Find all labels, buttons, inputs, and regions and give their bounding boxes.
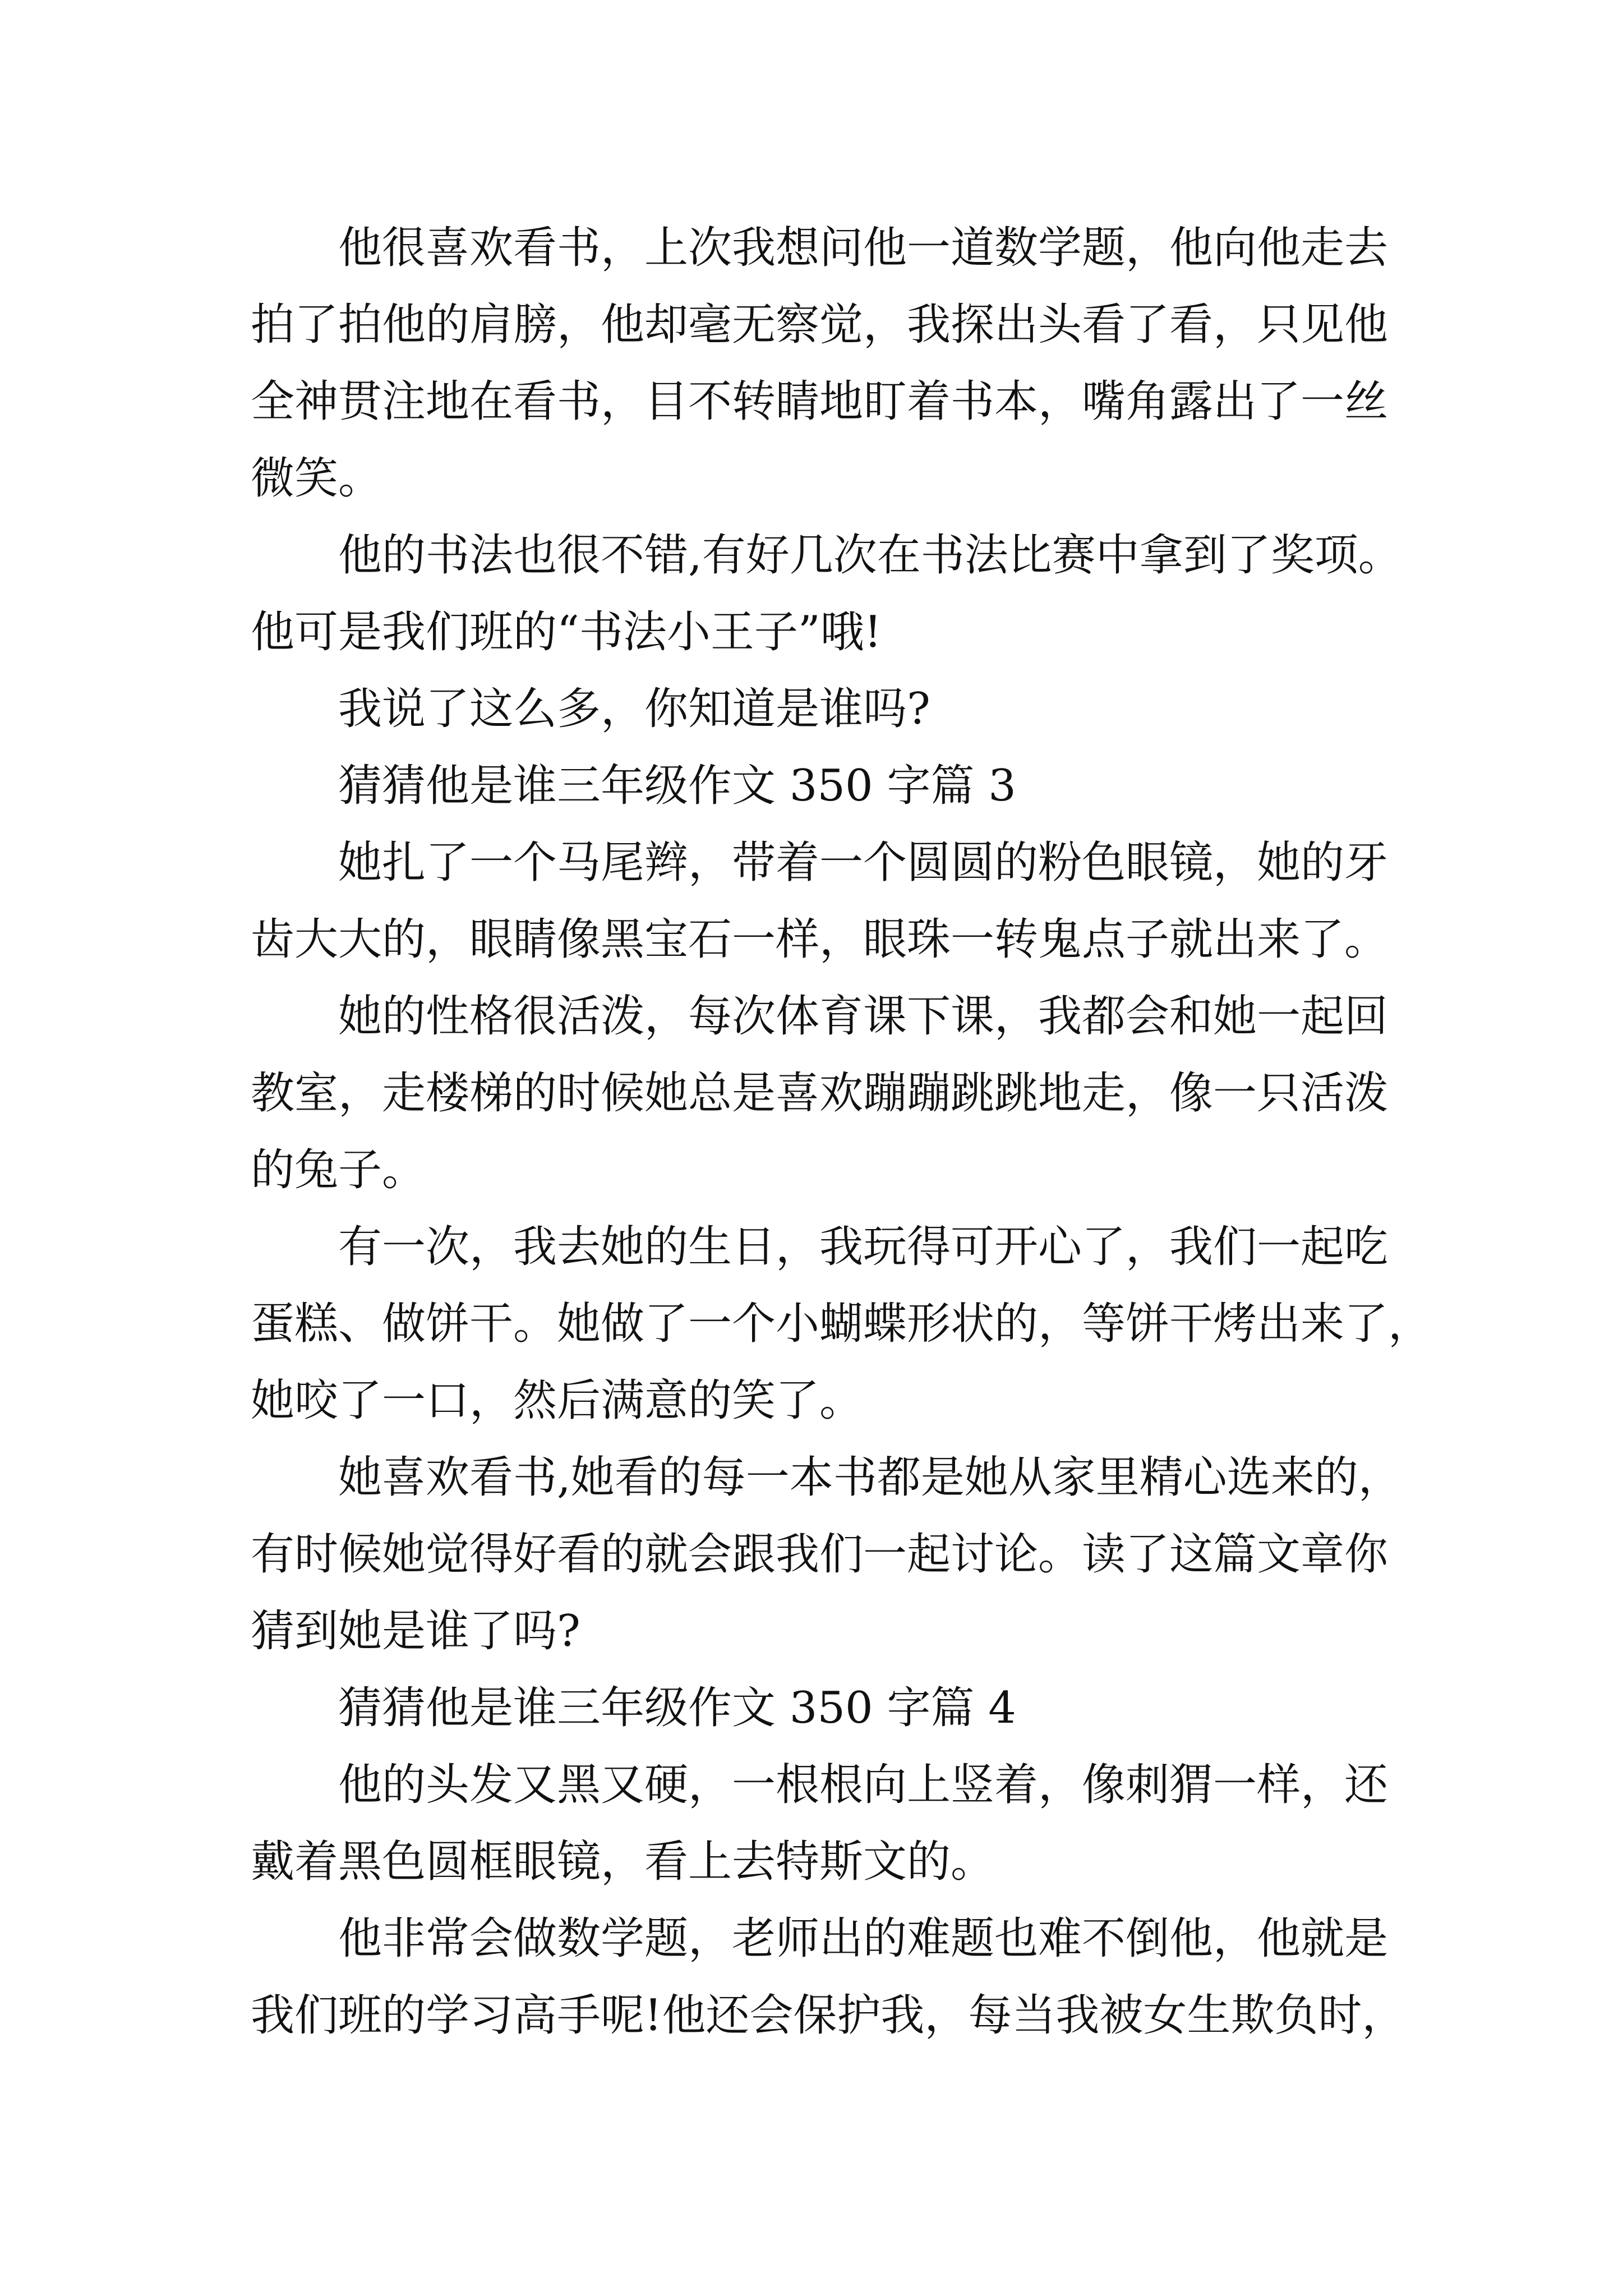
paragraph-line: 他可是我们班的“书法小王子”哦!	[251, 607, 882, 657]
paragraph-line: 她的性格很活泼，每次体育课下课，我都会和她一起回	[338, 991, 1389, 1042]
section-heading: 猜猜他是谁三年级作文 350 字篇 4	[338, 1683, 1016, 1733]
paragraph-line: 有一次，我去她的生日，我玩得可开心了，我们一起吃	[338, 1222, 1389, 1272]
paragraph-line: 我说了这么多，你知道是谁吗?	[338, 684, 930, 734]
paragraph	[251, 517, 1402, 671]
paragraph-line: 全神贯注地在看书，目不转睛地盯着书本，嘴角露出了一丝	[251, 376, 1389, 427]
paragraph	[251, 1747, 1388, 1901]
section-heading: 猜猜他是谁三年级作文 350 字篇 3	[338, 761, 1016, 811]
paragraph-line: 拍了拍他的肩膀，他却毫无察觉，我探出头看了看，只见他	[251, 300, 1389, 350]
paragraph-line: 他非常会做数学题，老师出的难题也难不倒他，他就是	[338, 1913, 1389, 1964]
paragraph	[251, 825, 1388, 978]
paragraph	[251, 1901, 1406, 2054]
paragraph	[251, 210, 1388, 517]
paragraph-line: 他很喜欢看书，上次我想问他一道数学题，他向他走去	[338, 223, 1389, 273]
paragraph-line: 教室，走楼梯的时候她总是喜欢蹦蹦跳跳地走，像一只活泼	[251, 1068, 1389, 1119]
paragraph	[251, 1209, 1432, 1439]
paragraph-line: 猜到她是谁了吗?	[251, 1606, 580, 1657]
paragraph-line: 的兔子。	[251, 1145, 426, 1195]
paragraph	[251, 978, 1388, 1209]
paragraph-line: 蛋糕、做饼干。她做了一个小蝴蝶形状的，等饼干烤出来了，	[251, 1299, 1432, 1349]
paragraph-line: 他的头发又黑又硬，一根根向上竖着，像刺猬一样，还	[338, 1760, 1389, 1810]
paragraph	[251, 1439, 1402, 1670]
paragraph-line: 她咬了一口，然后满意的笑了。	[251, 1375, 864, 1426]
paragraph	[251, 671, 1388, 748]
paragraph-line: 我们班的学习高手呢!他还会保护我，每当我被女生欺负时，	[251, 1990, 1406, 2041]
paragraph-line: 她扎了一个马尾辫，带着一个圆圆的粉色眼镜，她的牙	[338, 838, 1389, 888]
paragraph-line: 他的书法也很不错,有好几次在书法比赛中拿到了奖项。	[338, 530, 1402, 581]
paragraph-line: 微笑。	[251, 453, 382, 504]
paragraph-line: 戴着黑色圆框眼镜，看上去特斯文的。	[251, 1837, 995, 1887]
paragraph-line: 有时候她觉得好看的就会跟我们一起讨论。读了这篇文章你	[251, 1529, 1389, 1580]
paragraph-line: 齿大大的，眼睛像黑宝石一样，眼珠一转鬼点子就出来了。	[251, 914, 1389, 965]
paragraph-line: 她喜欢看书,她看的每一本书都是她从家里精心选来的，	[338, 1452, 1402, 1503]
document-body	[251, 210, 1432, 2054]
